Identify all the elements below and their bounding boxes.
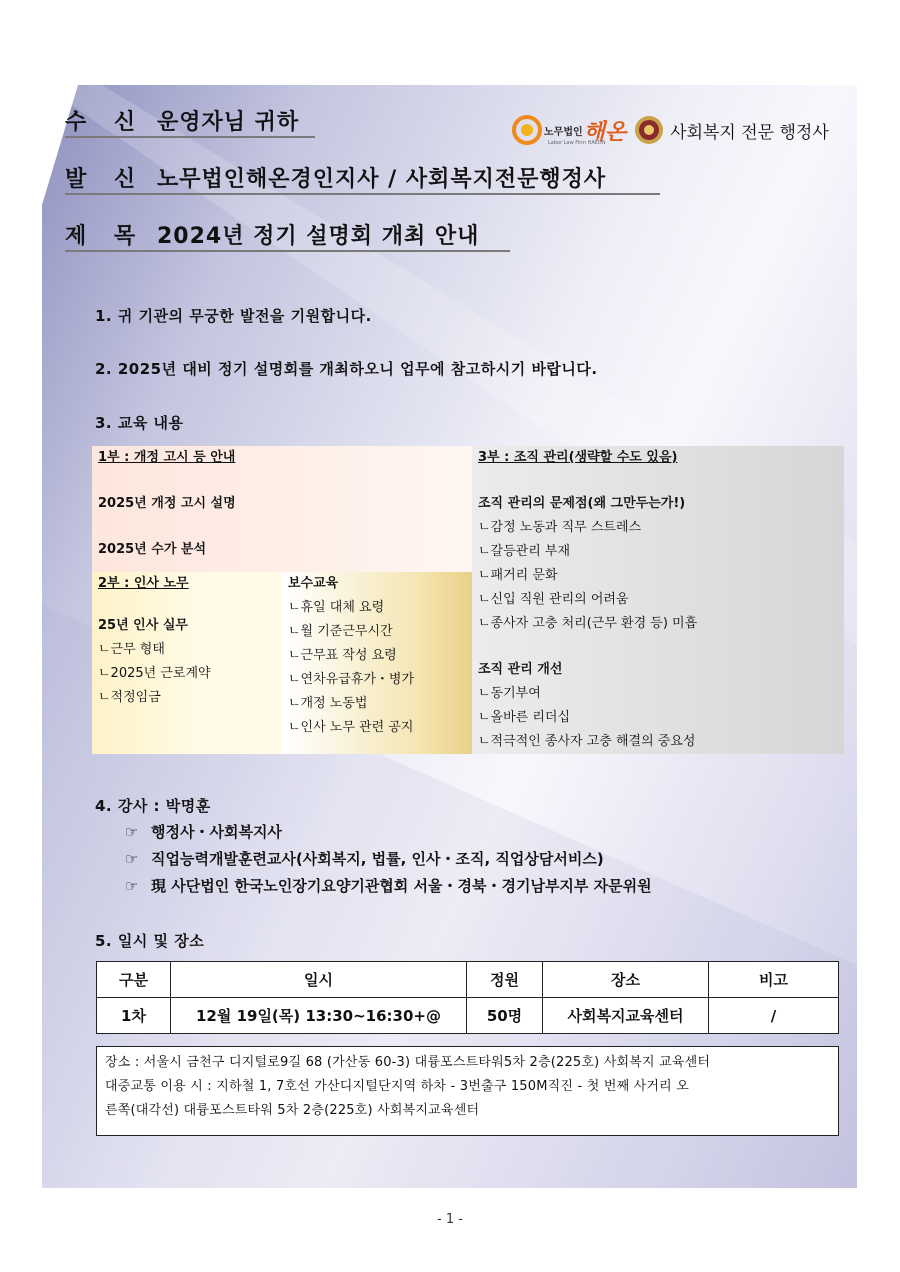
firm-logo	[512, 108, 852, 152]
credential-text: 現 사단법인 한국노인장기요양기관협회 서울・경북・경기남부지부 자문위원	[151, 877, 652, 895]
subject-row	[65, 220, 510, 252]
part3-problem-item: ㄴ갈등관리 부재	[478, 544, 571, 559]
haeon-logo-icon	[512, 115, 542, 145]
paragraph-1: 1. 귀 기관의 무궁한 발전을 기원합니다.	[95, 307, 372, 325]
continuing-education-title: 보수교육	[288, 576, 339, 591]
part3-improve-item: ㄴ올바른 리더십	[478, 710, 571, 725]
pointing-hand-icon: ☞	[125, 877, 139, 895]
sender-value: 노무법인해온경인지사 / 사회복지전문행정사	[157, 167, 607, 192]
part3-title: 3부 : 조직 관리(생략할 수도 있음)	[478, 450, 678, 465]
part2-item: ㄴ2025년 근로계약	[98, 666, 211, 681]
table-cell: 사회복지교육센터	[543, 998, 709, 1034]
part3-problem-item: ㄴ신입 직원 관리의 어려움	[478, 592, 629, 607]
seal-icon	[634, 115, 664, 145]
recipient-row	[65, 106, 315, 138]
column-header: 장소	[543, 962, 709, 998]
part3-improve-title: 조직 관리 개선	[478, 662, 563, 677]
sender-row	[65, 163, 660, 195]
part3-problem-item: ㄴ감정 노동과 직무 스트레스	[478, 520, 642, 535]
continuing-education-cell	[282, 572, 472, 754]
table-row	[97, 998, 839, 1034]
continuing-education-item: ㄴ인사 노무 관련 공지	[288, 720, 414, 735]
credential-text: 행정사・사회복지사	[151, 823, 282, 841]
logo-firm-script: 해온	[583, 119, 627, 145]
location-line: 른쪽(대각선) 대륭포스트타워 5차 2층(225호) 사회복지교육센터	[105, 1103, 480, 1118]
part3-improve-item: ㄴ적극적인 종사자 고충 해결의 중요성	[478, 734, 696, 749]
part2-item: ㄴ적정임금	[98, 690, 161, 705]
schedule-table	[96, 961, 839, 1034]
paragraph-3-heading: 3. 교육 내용	[95, 414, 184, 432]
logo-org-name: 사회복지 전문 행정사	[670, 122, 829, 143]
column-header: 구분	[97, 962, 171, 998]
page-number: - 1 -	[437, 1212, 463, 1227]
recipient-label: 수 신	[65, 110, 146, 135]
continuing-education-item: ㄴ근무표 작성 요령	[288, 648, 397, 663]
recipient-value: 운영자님 귀하	[157, 110, 300, 135]
part3-problem-item: ㄴ종사자 고충 처리(근무 환경 등) 미흡	[478, 616, 698, 631]
column-header: 정원	[467, 962, 543, 998]
instructor-credential	[125, 848, 604, 869]
part2-title: 2부 : 인사 노무	[98, 576, 189, 591]
continuing-education-item: ㄴ월 기준근무시간	[288, 624, 393, 639]
part3-cell	[472, 446, 844, 754]
schedule-header-row	[97, 962, 839, 998]
subject-value: 2024년 정기 설명회 개최 안내	[157, 224, 480, 249]
continuing-education-item: ㄴ개정 노동법	[288, 696, 368, 711]
table-cell: 50명	[467, 998, 543, 1034]
part1-title: 1부 : 개정 고시 등 안내	[98, 450, 236, 465]
schedule-heading: 5. 일시 및 장소	[95, 932, 205, 950]
continuing-education-item: ㄴ연차유급휴가・병가	[288, 672, 415, 687]
instructor-heading: 4. 강사 : 박명훈	[95, 797, 211, 815]
subject-label: 제 목	[65, 224, 146, 249]
pointing-hand-icon: ☞	[125, 823, 139, 841]
location-line: 장소 : 서울시 금천구 디지털로9길 68 (가산동 60-3) 대륭포스트타워5차 2층(225호) 사회복지 교육센터	[105, 1055, 711, 1070]
table-cell: 12월 19일(목) 13:30~16:30+@	[171, 998, 467, 1034]
part1-item: 2025년 개정 고시 설명	[98, 496, 236, 511]
part1-item: 2025년 수가 분석	[98, 542, 207, 557]
table-cell: 1차	[97, 998, 171, 1034]
continuing-education-item: ㄴ휴일 대체 요령	[288, 600, 385, 615]
sender-label: 발 신	[65, 167, 146, 192]
part1-cell	[92, 446, 472, 572]
logo-firm-english: Labor Law Firm HAEON	[548, 140, 606, 146]
part2-item: ㄴ근무 형태	[98, 642, 165, 657]
table-cell: /	[709, 998, 839, 1034]
credential-text: 직업능력개발훈련교사(사회복지, 법률, 인사・조직, 직업상담서비스)	[151, 850, 604, 868]
paragraph-2: 2. 2025년 대비 정기 설명회를 개최하오니 업무에 참고하시기 바랍니다.	[95, 360, 598, 378]
column-header: 비고	[709, 962, 839, 998]
part3-improve-item: ㄴ동기부여	[478, 686, 541, 701]
part2-cell	[92, 572, 282, 754]
location-line: 대중교통 이용 시 : 지하철 1, 7호선 가산디지털단지역 하차 - 3번출구 150M직진 - 첫 번째 사거리 오	[105, 1079, 690, 1094]
logo-firm-prefix: 노무법인	[544, 126, 583, 138]
part3-problems-title: 조직 관리의 문제점(왜 그만두는가!)	[478, 496, 686, 511]
location-box	[96, 1046, 839, 1136]
pointing-hand-icon: ☞	[125, 850, 139, 868]
instructor-credential	[125, 875, 652, 896]
part2-subtitle: 25년 인사 실무	[98, 618, 188, 633]
instructor-credential	[125, 821, 282, 842]
curriculum-table	[92, 446, 844, 754]
part3-problem-item: ㄴ패거리 문화	[478, 568, 558, 583]
column-header: 일시	[171, 962, 467, 998]
